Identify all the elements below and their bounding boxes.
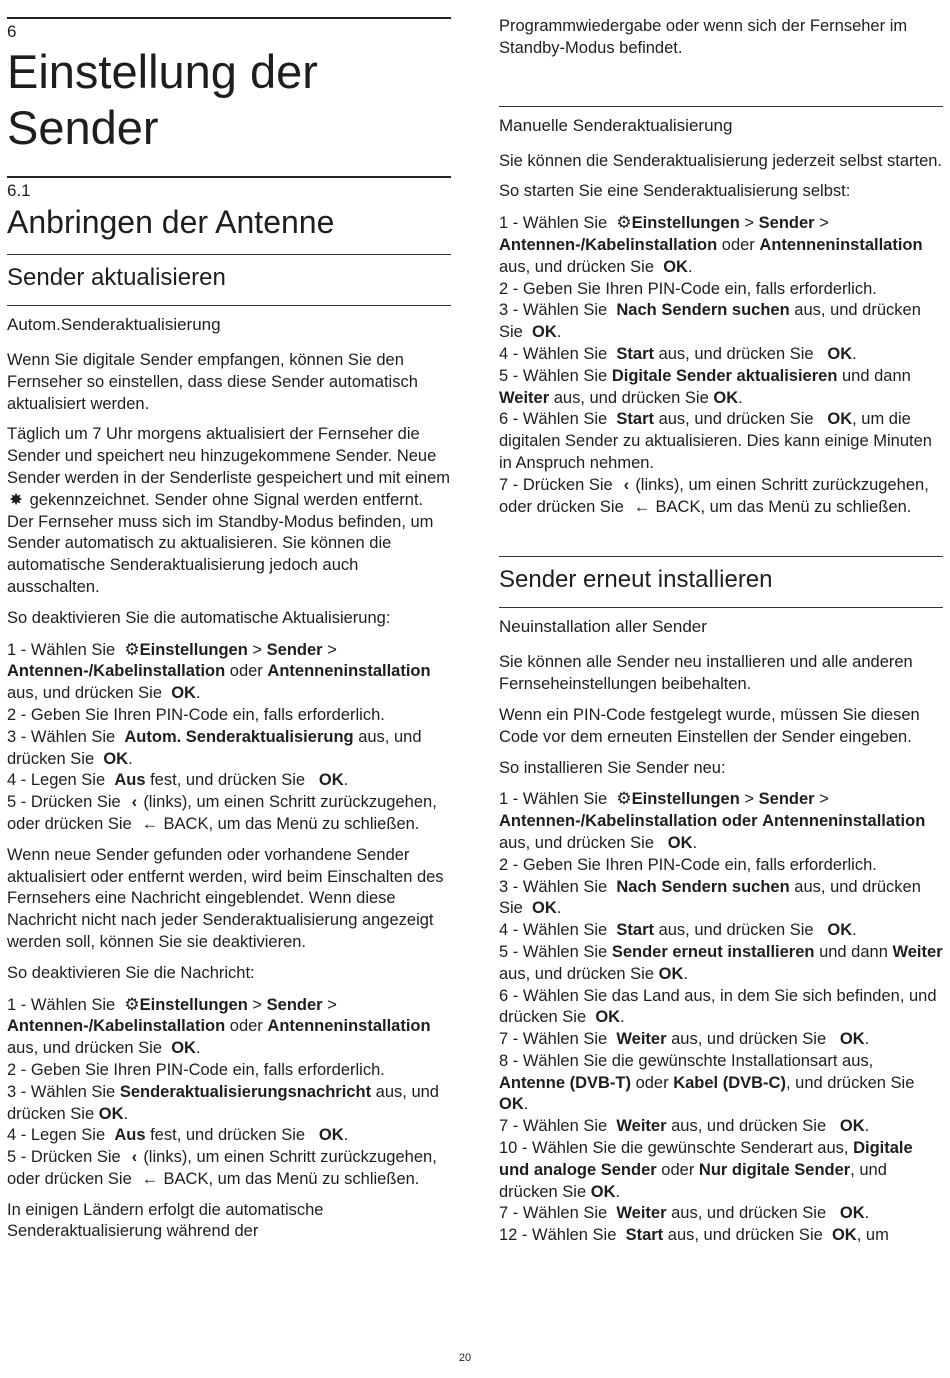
minor-heading: Neuinstallation aller Sender	[499, 617, 707, 637]
step-item: 1 - Wählen Sie ⚙Einstellungen > Sender > Antennen-/Kabelinstallation oder Antenneninstallation aus, und drücken Sie OK.	[499, 213, 923, 276]
paragraph: So installieren Sie Sender neu:	[499, 758, 726, 777]
step-item: 4 - Wählen Sie Start aus, und drücken Sie OK.	[499, 344, 857, 363]
step-item: 3 - Wählen Sie Nach Sendern suchen aus, und drücken Sie OK.	[499, 301, 921, 342]
paragraph: Wenn Sie digitale Sender empfangen, können Sie den Fernseher so einstellen, dass diese Sender automatisch aktualisiert werden.	[7, 351, 418, 413]
step-item: 7 - Wählen Sie Weiter aus, und drücken Sie OK.	[499, 1117, 870, 1136]
paragraph: Wenn neue Sender gefunden oder vorhandene Sender aktualisiert oder entfernt werden, wird beim Einschalten des Fernsehers eine Nachricht eingeblendet. Wenn diese Nachricht nicht nach jeder Senderaktualisierung angezeigt werden soll, können Sie sie deaktivieren.	[7, 845, 444, 951]
step-item: 8 - Wählen Sie die gewünschte Installationsart aus, Antenne (DVB-T) oder Kabel (DVB-C), und drücken Sie OK.	[499, 1051, 915, 1114]
step-item: 5 - Drücken Sie ‹ (links), um einen Schritt zurückzugehen, oder drücken Sie ← BACK, um das Menü zu schließen.	[7, 1147, 451, 1191]
chapter-number: 6	[7, 22, 17, 41]
step-item: 4 - Legen Sie Aus fest, und drücken Sie OK.	[7, 771, 349, 790]
chapter-title: Einstellung der Sender	[7, 45, 318, 154]
paragraph: Wenn ein PIN-Code festgelegt wurde, müssen Sie diesen Code vor dem erneuten Einstellen der Sender eingeben.	[499, 705, 920, 746]
paragraph: So deaktivieren Sie die Nachricht:	[7, 963, 255, 982]
step-item: 5 - Wählen Sie Digitale Sender aktualisieren und dann Weiter aus, und drücken Sie OK.	[499, 366, 911, 407]
chapter-rule	[7, 17, 451, 19]
page-number: 20	[458, 1352, 472, 1364]
step-item: 1 - Wählen Sie ⚙Einstellungen > Sender > Antennen-/Kabelinstallation oder Antenneninstallation aus, und drücken Sie OK.	[7, 994, 431, 1058]
step-item: 6 - Wählen Sie Start aus, und drücken Sie OK, um die digitalen Sender zu aktualisieren. Dies kann einige Minuten in Anspruch nehmen.	[499, 410, 932, 472]
paragraph: Sie können die Senderaktualisierung jederzeit selbst starten.	[499, 151, 943, 170]
paragraph: Täglich um 7 Uhr morgens aktualisiert der Fernseher die Sender und speichert neu hinzugekommene Sender. Neue Sender werden in der Senderliste gespeichert und mit einem ✸ gekennzeichnet. Sender ohne Signal werden entfernt. Der Fernseher muss sich im Standby-Modus befinden, um Sender automatisch zu aktualisieren. Sie können die automatische Senderaktualisierung jedoch auch ausschalten.	[7, 425, 451, 596]
step-list	[499, 212, 943, 518]
step-item: 7 - Wählen Sie Weiter aus, und drücken Sie OK.	[499, 1030, 870, 1049]
step-item: 4 - Wählen Sie Start aus, und drücken Sie OK.	[499, 921, 857, 940]
step-item: 12 - Wählen Sie Start aus, und drücken Sie OK, um	[499, 1226, 889, 1245]
subsection-title: Sender aktualisieren	[7, 264, 226, 291]
step-item: 4 - Legen Sie Aus fest, und drücken Sie OK.	[7, 1126, 349, 1145]
minor-rule	[499, 106, 943, 107]
paragraph: Sie können alle Sender neu installieren und alle anderen Fernseheinstellungen beibehalten.	[499, 653, 913, 694]
paragraph: Programmwiedergabe oder wenn sich der Fernseher im Standby-Modus befindet.	[499, 17, 908, 57]
step-item: 3 - Wählen Sie Autom. Senderaktualisierung aus, und drücken Sie OK.	[7, 727, 422, 768]
step-item: 2 - Geben Sie Ihren PIN-Code ein, falls erforderlich.	[7, 1060, 385, 1079]
gear-icon: ⚙	[616, 213, 632, 233]
section-title: Anbringen der Antenne	[7, 204, 335, 240]
step-item: 1 - Wählen Sie ⚙Einstellungen > Sender > Antennen-/Kabelinstallation oder Antenneninstallation aus, und drücken Sie OK.	[499, 789, 926, 852]
step-list	[499, 788, 943, 1247]
paragraph: So deaktivieren Sie die automatische Aktualisierung:	[7, 608, 391, 627]
step-item: 2 - Geben Sie Ihren PIN-Code ein, falls erforderlich.	[499, 855, 877, 874]
subsection-rule	[7, 254, 451, 255]
minor-heading: Manuelle Senderaktualisierung	[499, 115, 733, 135]
step-item: 10 - Wählen Sie die gewünschte Senderart aus, Digitale und analoge Sender oder Nur digitale Sender, und drücken Sie OK.	[499, 1139, 913, 1201]
right-column	[499, 0, 943, 1256]
paragraph: In einigen Ländern erfolgt die automatische Senderaktualisierung während der	[7, 1200, 324, 1241]
minor-heading: Autom.Senderaktualisierung	[7, 315, 221, 334]
step-item: 5 - Wählen Sie Sender erneut installieren und dann Weiter aus, und drücken Sie OK.	[499, 942, 943, 983]
gear-icon: ⚙	[616, 789, 632, 809]
back-arrow-icon: ←	[141, 1169, 159, 1188]
step-item: 7 - Drücken Sie ‹ (links), um einen Schritt zurückzugehen, oder drücken Sie ← BACK, um das Menü zu schließen.	[499, 475, 943, 519]
minor-rule	[499, 607, 943, 608]
step-list	[7, 639, 451, 836]
step-list	[7, 994, 451, 1191]
paragraph: So starten Sie eine Senderaktualisierung selbst:	[499, 182, 851, 201]
gear-icon: ⚙	[124, 639, 140, 659]
chevron-left-icon: ‹	[131, 1148, 138, 1167]
step-item: 1 - Wählen Sie ⚙Einstellungen > Sender > Antennen-/Kabelinstallation oder Antenneninstallation aus, und drücken Sie OK.	[7, 639, 431, 703]
chevron-left-icon: ‹	[623, 475, 630, 494]
section-number: 6.1	[7, 181, 31, 200]
chevron-left-icon: ‹	[131, 793, 138, 812]
step-item: 3 - Wählen Sie Nach Sendern suchen aus, und drücken Sie OK.	[499, 877, 921, 918]
subsection-rule	[499, 556, 943, 557]
step-item: 7 - Wählen Sie Weiter aus, und drücken Sie OK.	[499, 1204, 870, 1223]
minor-rule	[7, 305, 451, 306]
gear-icon: ⚙	[124, 994, 140, 1014]
step-item: 2 - Geben Sie Ihren PIN-Code ein, falls erforderlich.	[7, 705, 385, 724]
step-item: 3 - Wählen Sie Senderaktualisierungsnachricht aus, und drücken Sie OK.	[7, 1082, 439, 1123]
back-arrow-icon: ←	[141, 814, 159, 833]
step-item: 2 - Geben Sie Ihren PIN-Code ein, falls erforderlich.	[499, 279, 877, 298]
step-item: 6 - Wählen Sie das Land aus, in dem Sie sich befinden, und drücken Sie OK.	[499, 986, 937, 1027]
step-item: 5 - Drücken Sie ‹ (links), um einen Schritt zurückzugehen, oder drücken Sie ← BACK, um das Menü zu schließen.	[7, 792, 451, 836]
star-icon: ✸	[9, 490, 23, 509]
back-arrow-icon: ←	[633, 497, 651, 516]
subsection-title: Sender erneut installieren	[499, 566, 773, 594]
section-rule	[7, 176, 451, 178]
left-column	[7, 0, 451, 1252]
